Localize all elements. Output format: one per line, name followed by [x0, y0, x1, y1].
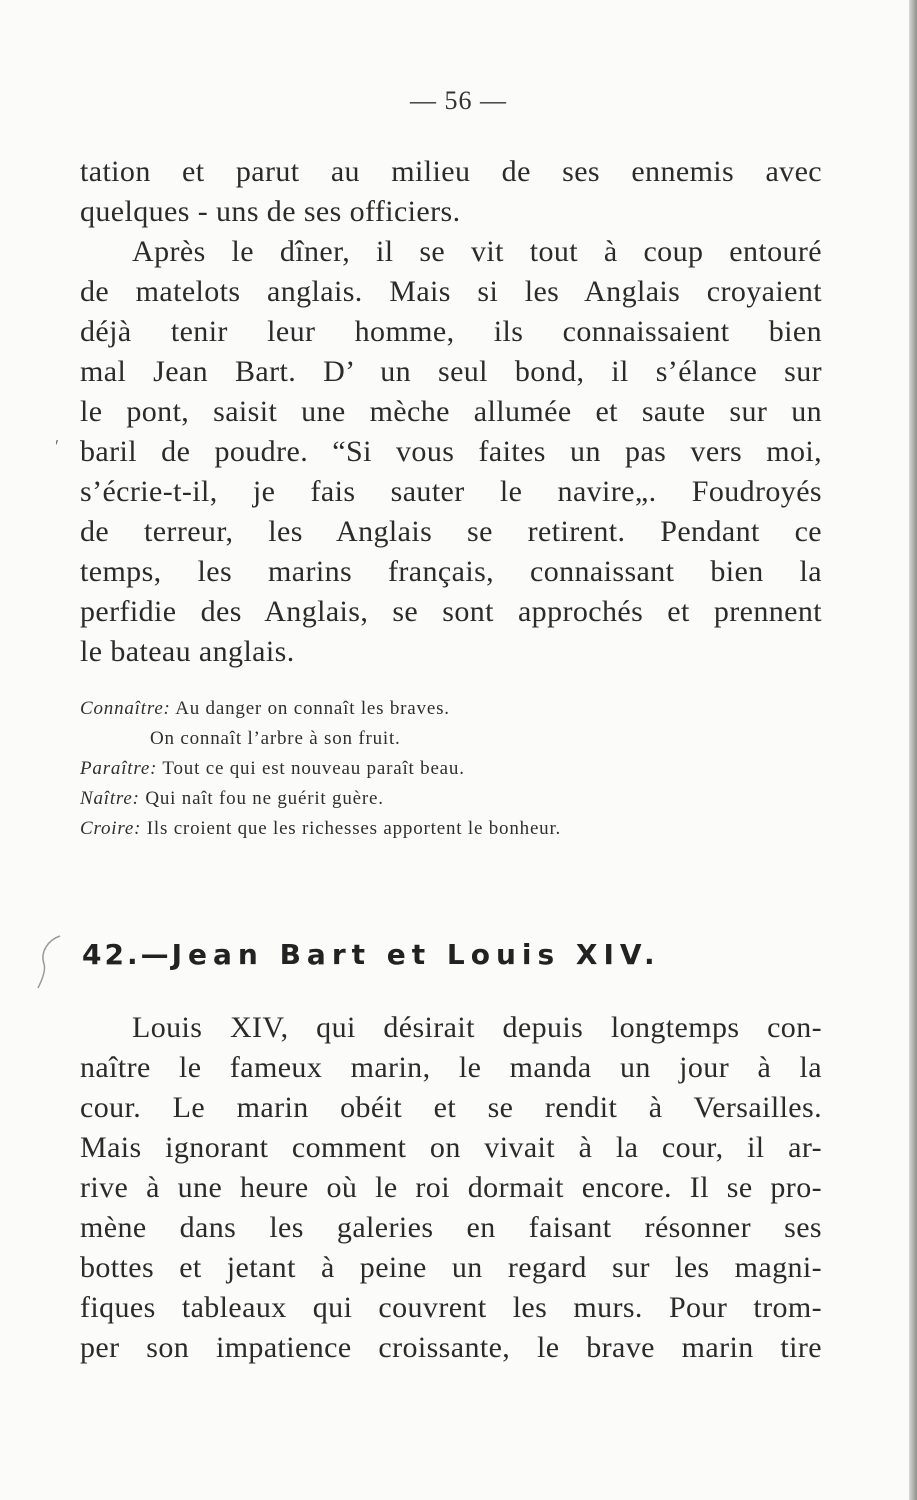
text-line: Mais ignorant comment on vivait à la cour, il ar-: [80, 1131, 822, 1164]
quotation-text: Tout ce qui est nouveau paraît beau.: [157, 758, 465, 779]
quotation-verb: Connaître:: [80, 698, 171, 719]
quotation-line: [80, 784, 780, 814]
quotation-line: [80, 814, 780, 844]
section-dash: —: [140, 938, 172, 971]
text-line: per son impatience croissante, le brave marin tire: [80, 1331, 822, 1364]
quotation-verb: Paraître:: [80, 758, 158, 779]
text-line: perfidie des Anglais, se sont approchés et prennent: [80, 595, 822, 628]
quotation-line: [80, 724, 780, 754]
text-line: Après le dîner, il se vit tout à coup entouré: [132, 235, 822, 268]
text-line: mène dans les galeries en faisant résonner ses: [80, 1211, 822, 1244]
text-line: cour. Le marin obéit et se rendit à Versailles.: [80, 1091, 822, 1124]
text-line: fiques tableaux qui couvrent les murs. Pour trom-: [80, 1291, 822, 1324]
text-line: mal Jean Bart. D’ un seul bond, il s’élance sur: [80, 355, 822, 388]
text-line: temps, les marins français, connaissant bien la: [80, 555, 822, 588]
text-line: le bateau anglais.: [80, 635, 295, 668]
quotation-text: Au danger on connaît les braves.: [170, 698, 450, 719]
section-heading: [82, 938, 661, 971]
text-line: de terreur, les Anglais se retirent. Pendant ce: [80, 515, 822, 548]
text-line: quelques - uns de ses officiers.: [80, 195, 461, 228]
text-line: déjà tenir leur homme, ils connaissaient bien: [80, 315, 822, 348]
quotation-text: On connaît l’arbre à son fruit.: [150, 728, 401, 749]
page-number: — 56 —: [410, 86, 507, 115]
text-line: naître le fameux marin, le manda un jour à la: [80, 1051, 822, 1084]
example-quotations: [80, 694, 780, 844]
text-line: de matelots anglais. Mais si les Anglais croyaient: [80, 275, 822, 308]
quotation-text: Ils croient que les richesses apportent le bonheur.: [141, 818, 562, 839]
handwritten-margin-mark: [30, 930, 70, 990]
page-edge-shadow: [909, 0, 917, 1500]
margin-tick-mark: ʹ: [55, 436, 59, 456]
text-line: le pont, saisit une mèche allumée et saute sur un: [80, 395, 822, 428]
text-line: tation et parut au milieu de ses ennemis avec: [80, 155, 822, 188]
quotation-verb: Croire:: [80, 818, 142, 839]
text-line: baril de poudre. “Si vous faites un pas vers moi,: [80, 435, 822, 468]
text-line: rive à une heure où le roi dormait encore. Il se pro-: [80, 1171, 822, 1204]
text-line: Louis XIV, qui désirait depuis longtemps con-: [132, 1011, 822, 1044]
quotation-verb: Naître:: [80, 788, 140, 809]
quotation-line: [80, 694, 780, 724]
quotation-line: [80, 754, 780, 784]
text-line: s’écrie-t-il, je fais sauter le navire„. Foudroyés: [80, 475, 822, 508]
section-title: Jean Bart et Louis XIV.: [171, 938, 661, 971]
quotation-text: Qui naît fou ne guérit guère.: [139, 788, 384, 809]
section-number: 42.: [82, 938, 141, 971]
text-line: bottes et jetant à peine un regard sur les magni-: [80, 1251, 822, 1284]
